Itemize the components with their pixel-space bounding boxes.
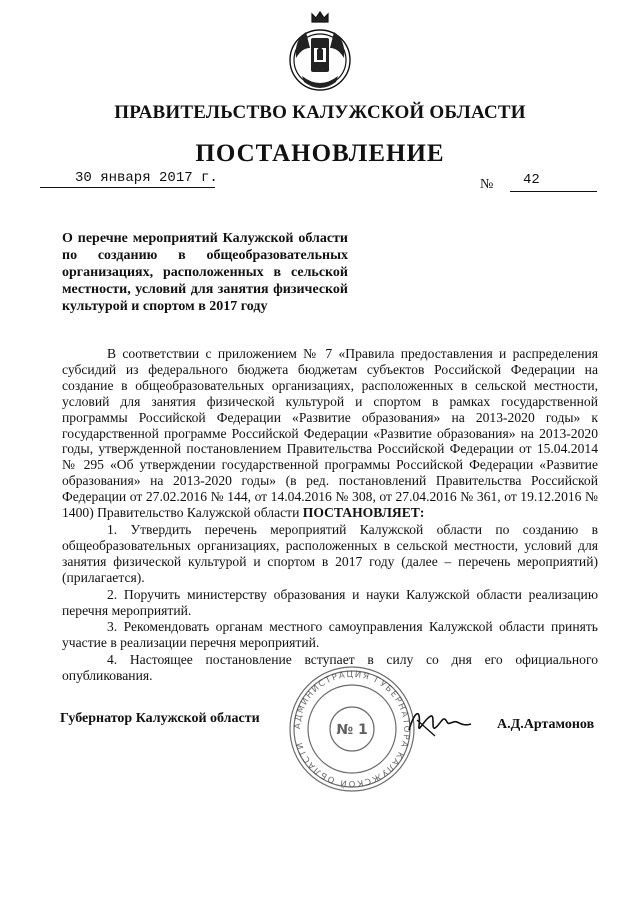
resolution-item-2: 2. Поручить министерству образования и науки Калужской области реализацию перечня мероприятий.: [62, 586, 598, 618]
signatory-title: Губернатор Калужской области: [60, 711, 260, 726]
resolution-item-4: 4. Настоящее постановление вступает в силу со дня его официального опубликования.: [62, 652, 598, 684]
number-label: №: [480, 177, 494, 192]
seal-outer-text: АДМИНИСТРАЦИЯ ГУБЕРНАТОРА КАЛУЖСКОЙ ОБЛАСТИ: [292, 669, 412, 789]
document-subject: О перечне мероприятий Калужской области по созданию в общеобразовательных организациях, расположенных в сельской местности, условий для занятия физической культурой и спортом в 2017 году: [62, 231, 348, 314]
signatory-name: А.Д.Артамонов: [497, 717, 595, 732]
organization-title: ПРАВИТЕЛЬСТВО КАЛУЖСКОЙ ОБЛАСТИ: [114, 102, 526, 123]
handwritten-signature-icon: [405, 700, 475, 745]
resolution-item-1: 1. Утвердить перечень мероприятий Калужской области по созданию в общеобразовательных организациях, расположенных в сельской местности, условий для занятия физической культурой и спортом в 2017 году (далее – перечень мероприятий) (прилагается).: [62, 521, 598, 585]
date-underline: [40, 187, 215, 188]
document-date: 30 января 2017 г.: [75, 170, 218, 186]
number-underline: [510, 191, 597, 192]
official-seal-icon: [288, 665, 416, 793]
preamble-paragraph: [62, 346, 598, 521]
document-type: ПОСТАНОВЛЕНИЕ: [195, 140, 445, 167]
document-number: 42: [523, 172, 540, 188]
preamble-text: В соответствии с приложением № 7 «Правила предоставления и распределения субсидий из федерального бюджета бюджетам субъектов Российской Федерации на создание в общеобразовательных организациях, расположенных в сельской местности, условий для занятия физической культурой и спортом в рамках государственной программы Российской Федерации «Развитие образования» на 2013-2020 годы» к государственной программе Российской Федерации «Развитие образования» на 2013-2020 годы, утвержденной постановлением Правительства Российской Федерации от 15.04.2014 № 295 «Об утверждении государственной программы Российской Федерации «Развитие образования» на 2013-2020 годы» (в ред. постановлений Правительства Российской Федерации от 27.02.2016 № 144, от 14.04.2016 № 308, от 27.04.2016 № 361, от 19.12.2016 № 1400) Правительство Калужской области: [62, 346, 598, 521]
resolution-item-3: 3. Рекомендовать органам местного самоуправления Калужской области принять участие в реализации перечня мероприятий.: [62, 619, 598, 651]
resolves-keyword: ПОСТАНОВЛЯЕТ:: [302, 505, 425, 521]
coat-of-arms-icon: [284, 8, 356, 94]
document-body: [62, 346, 598, 684]
seal-center-text: № 1: [336, 722, 368, 738]
